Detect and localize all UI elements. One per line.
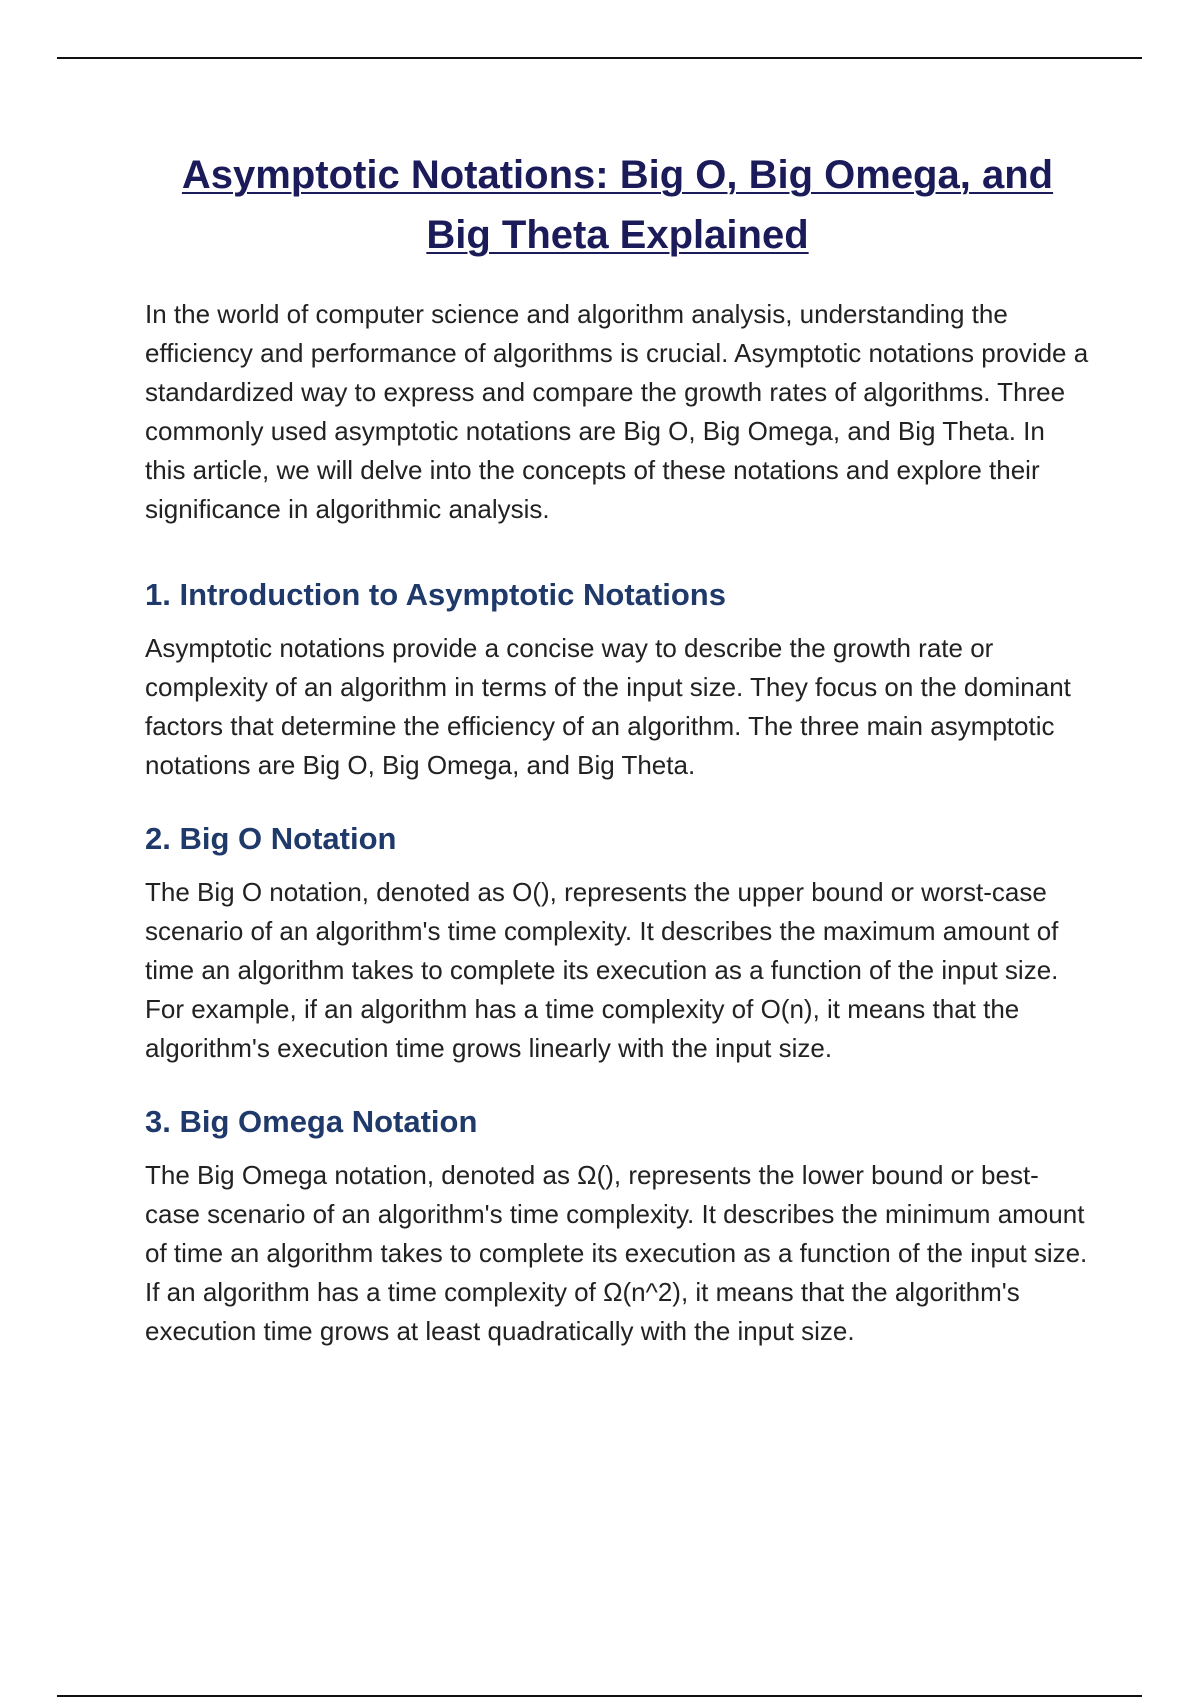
document-body (145, 145, 1090, 1351)
intro-paragraph: In the world of computer science and algorithm analysis, understanding the efficiency and performance of algorithms is crucial. Asymptotic notations provide a standardized way to express and compare the growth rates of algorithms. Three commonly used asymptotic notations are Big O, Big Omega, and Big Theta. In this article, we will delve into the concepts of these notations and explore their significance in algorithmic analysis. (145, 299, 1089, 524)
section-body-big-omega: The Big Omega notation, denoted as Ω(), represents the lower bound or best-case scenario of an algorithm's time complexity. It describes the minimum amount of time an algorithm takes to complete its execution as a function of the input size. If an algorithm has a time complexity of Ω(n^2), it means that the algorithm's execution time grows at least quadratically with the input size. (145, 1160, 1088, 1346)
section-heading-big-o: 2. Big O Notation (145, 821, 397, 856)
section-heading-big-omega: 3. Big Omega Notation (145, 1104, 478, 1139)
title-line-1: Asymptotic Notations: Big O, Big Omega, and (181, 153, 1054, 197)
footer-rule (57, 1695, 1142, 1697)
header-rule (57, 57, 1142, 59)
title-line-2: Big Theta Explained (426, 213, 809, 257)
section-body-introduction: Asymptotic notations provide a concise way to describe the growth rate or complexity of an algorithm in terms of the input size. They focus on the dominant factors that determine the efficiency of an algorithm. The three main asymptotic notations are Big O, Big Omega, and Big Theta. (145, 633, 1071, 780)
section-heading-introduction: 1. Introduction to Asymptotic Notations (145, 577, 726, 612)
section-body-big-o: The Big O notation, denoted as O(), represents the upper bound or worst-case scenario of an algorithm's time complexity. It describes the maximum amount of time an algorithm takes to complete its execution as a function of the input size. For example, if an algorithm has a time complexity of O(n), it means that the algorithm's execution time grows linearly with the input size. (145, 877, 1059, 1063)
document-title (145, 145, 1090, 265)
